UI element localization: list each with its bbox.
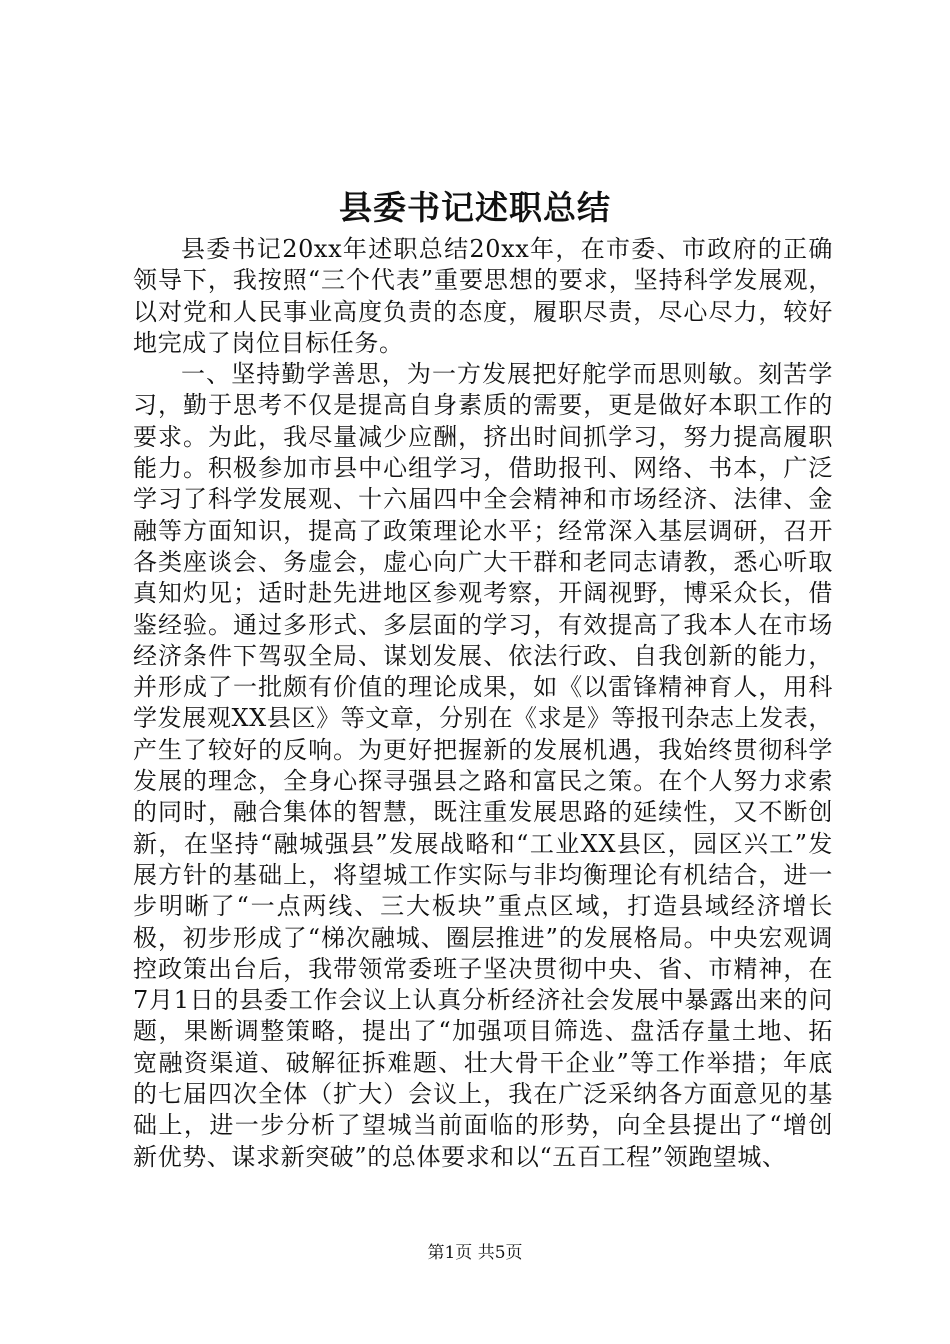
document-title: 县委书记述职总结 (339, 188, 611, 227)
page-number-footer: 第1页 共5页 (427, 1243, 523, 1263)
document-body (133, 234, 833, 1173)
paragraph-intro: 县委书记20xx年述职总结20xx年，在市委、市政府的正确领导下，我按照“三个代表”重要思想的要求，坚持科学发展观，以对党和人民事业高度负责的态度，履职尽责，尽心尽力，较好地完成了岗位目标任务。 (133, 235, 833, 357)
paragraph-section-one: 一、坚持勤学善思，为一方发展把好舵学而思则敏。刻苦学习，勤于思考不仅是提高自身素质的需要，更是做好本职工作的要求。为此，我尽量减少应酬，挤出时间抓学习，努力提高履职能力。积极参加市县中心组学习，借助报刊、网络、书本，广泛学习了科学发展观、十六届四中全会精神和市场经济、法律、金融等方面知识，提高了政策理论水平；经常深入基层调研，召开各类座谈会、务虚会，虚心向广大干群和老同志请教，悉心听取真知灼见；适时赴先进地区参观考察，开阔视野，博采众长，借鉴经验。通过多形式、多层面的学习，有效提高了我本人在市场经济条件下驾驭全局、谋划发展、依法行政、自我创新的能力，并形成了一批颇有价值的理论成果，如《以雷锋精神育人，用科学发展观XX县区》等文章，分别在《求是》等报刊杂志上发表，产生了较好的反响。为更好把握新的发展机遇，我始终贯彻科学发展的理念，全身心探寻强县之路和富民之策。在个人努力求索的同时，融合集体的智慧，既注重发展思路的延续性，又不断创新，在坚持“融城强县”发展战略和“工业XX县区，园区兴工”发展方针的基础上，将望城工作实际与非均衡理论有机结合，进一步明晰了“一点两线、三大板块”重点区域，打造县域经济增长极，初步形成了“梯次融城、圈层推进”的发展格局。中央宏观调控政策出台后，我带领常委班子坚决贯彻中央、省、市精神，在7月1日的县委工作会议上认真分析经济社会发展中暴露出来的问题，果断调整策略，提出了“加强项目筛选、盘活存量土地、拓宽融资渠道、破解征拆难题、壮大骨干企业”等工作举措；年底的七届四次全体（扩大）会议上，我在广泛采纳各方面意见的基础上，进一步分析了望城当前面临的形势，向全县提出了“增创新优势、谋求新突破”的总体要求和以“五百工程”领跑望城、 (133, 360, 833, 1171)
